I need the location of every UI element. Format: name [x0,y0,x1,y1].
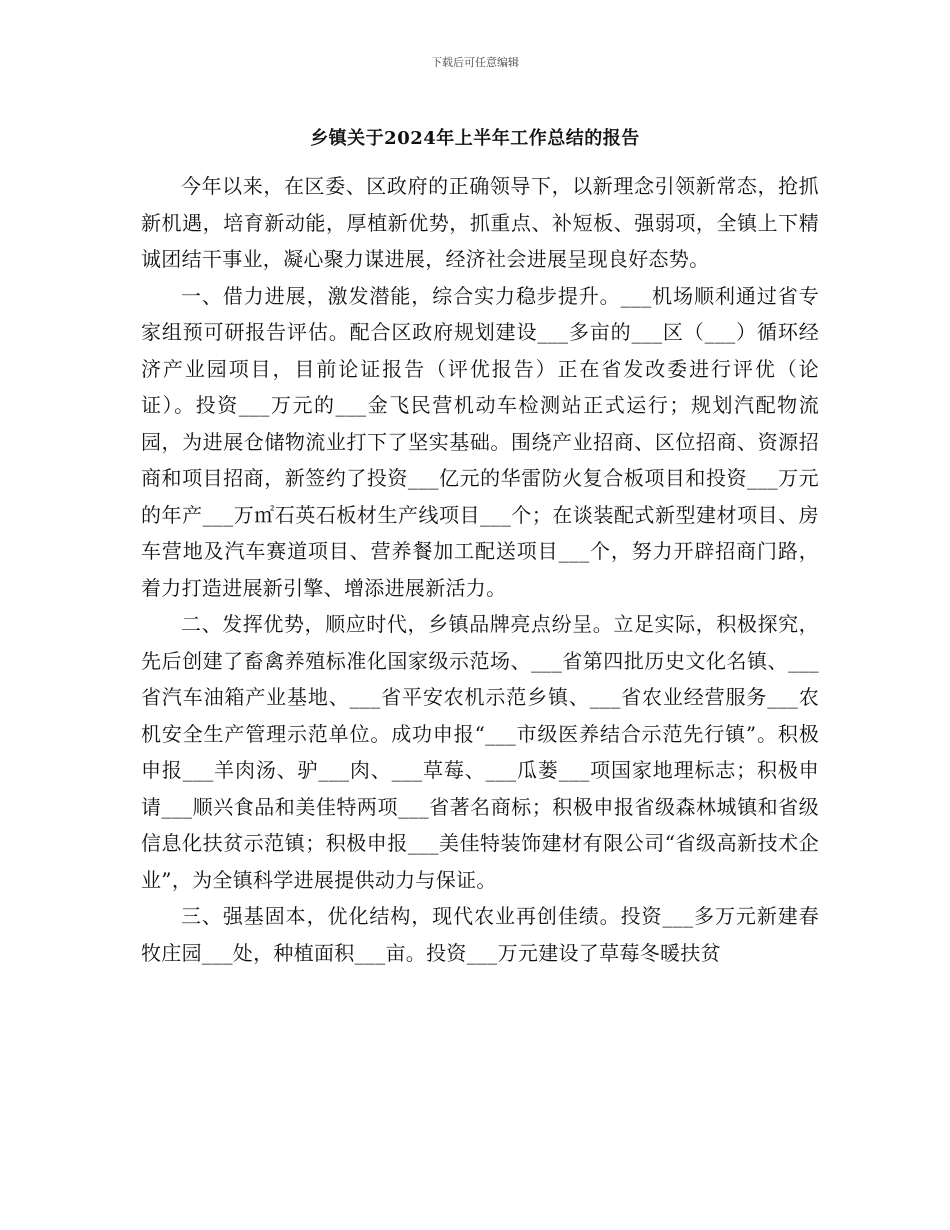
paragraph-section-2: 二、发挥优势，顺应时代，乡镇品牌亮点纷呈。立足实际，积极探究，先后创建了畜禽养殖标准化国家级示范场、___省第四批历史文化名镇、___省汽车油箱产业基地、___省平安农机示范乡镇、___省农业经营服务___农机安全生产管理示范单位。成功申报“___市级医养结合示范先行镇”。积极申报___羊肉汤、驴___肉、___草莓、___瓜蒌___项国家地理标志；积极申请___顺兴食品和美佳特两项___省著名商标；积极申报省级森林城镇和省级信息化扶贫示范镇；积极申报___美佳特装饰建材有限公司“省级高新技术企业”，为全镇科学进展提供动力与保证。 [141,612,819,892]
paragraph-intro: 今年以来，在区委、区政府的正确领导下，以新理念引领新常态，抢抓新机遇，培育新动能，厚植新优势，抓重点、补短板、强弱项，全镇上下精诚团结干事业，凝心聚力谋进展，经济社会进展呈现良好态势。 [141,174,819,271]
document-title: 乡镇关于2024年上半年工作总结的报告 [310,128,640,149]
paragraph-section-1: 一、借力进展，激发潜能，综合实力稳步提升。___机场顺利通过省专家组预可研报告评估。配合区政府规划建设___多亩的___区（___）循环经济产业园项目，目前论证报告（评优报告）正在省发改委进行评优（论证）。投资___万元的___金飞民营机动车检测站正式运行；规划汽配物流园，为进展仓储物流业打下了坚实基础。围绕产业招商、区位招商、资源招商和项目招商，新签约了投资___亿元的华雷防火复合板项目和投资___万元的年产___万㎡石英石板材生产线项目___个；在谈装配式新型建材项目、房车营地及汽车赛道项目、营养餐加工配送项目___个，努力开辟招商门路，着力打造进展新引擎、增添进展新活力。 [141,283,819,600]
document-body [141,168,819,971]
header-note: 下载后可任意编辑 [431,56,519,69]
paragraph-section-3: 三、强基固本，优化结构，现代农业再创佳绩。投资___多万元新建春牧庄园___处，种植面积___亩。投资___万元建设了草莓冬暖扶贫 [141,904,819,965]
